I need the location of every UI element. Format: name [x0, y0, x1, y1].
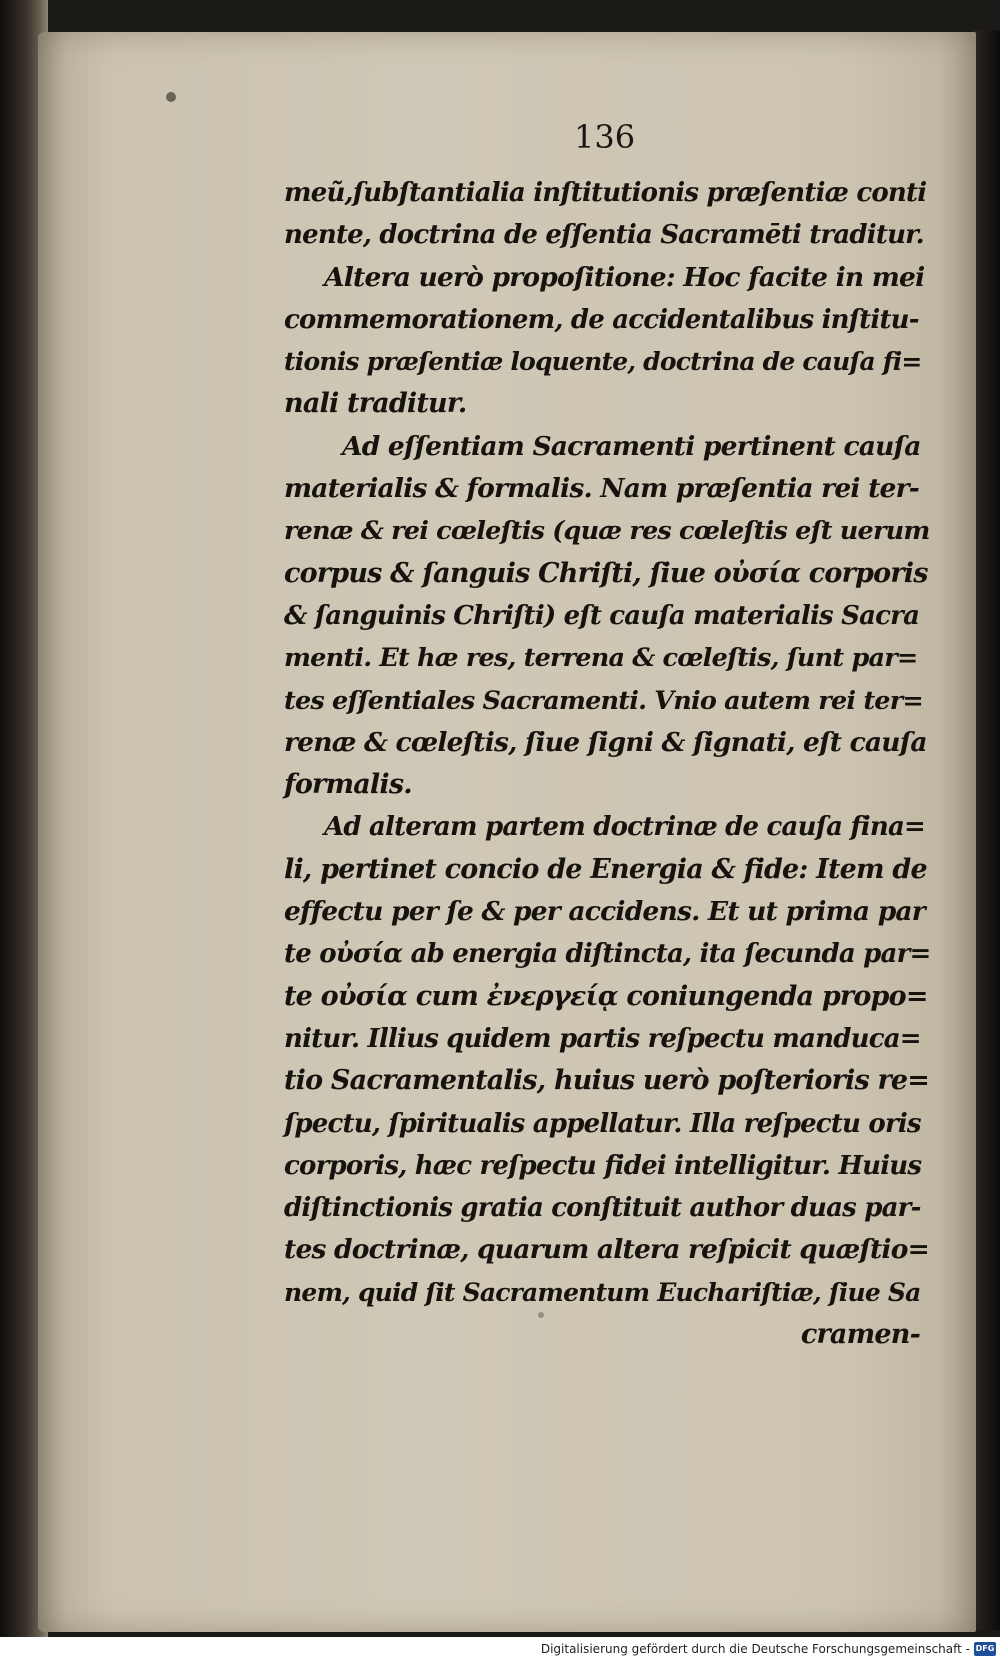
text-line: te οὐσία ab energia diſtincta, ita ſecunda par=	[284, 939, 931, 970]
text-line: meũ,ſubſtantialia inſtitutionis præſentiæ conti	[284, 178, 927, 208]
text-line: te οὐσία cum ἐνεργείᾳ coniungenda propo=	[284, 980, 928, 1012]
text-line: & ſanguinis Chriſti) eſt cauſa materialis Sacra	[284, 600, 920, 631]
text-line: nitur. Illius quidem partis reſpectu manduca=	[284, 1023, 921, 1054]
text-line: Ad eſſentiam Sacramenti pertinent cauſa	[342, 430, 921, 462]
text-line: corpus & ſanguis Chriſti, ſiue οὐσία corporis	[284, 557, 928, 589]
text-line: tes eſſentiales Sacramenti. Vnio autem rei ter=	[284, 685, 923, 716]
text-line: menti. Et hæ res, terrena & cœleſtis, ſunt par=	[284, 643, 918, 674]
text-line: renæ & rei cœleſtis (quæ res cœleſtis eſt uerum	[284, 516, 930, 547]
dfg-logo-icon: DFG	[974, 1642, 996, 1656]
text-line: diſtinctionis gratia conſtituit author duas par-	[284, 1193, 921, 1224]
text-line: commemorationem, de accidentalibus inſtitu-	[284, 304, 919, 335]
catchword: cramen-	[800, 1319, 920, 1351]
text-line: materialis & formalis. Nam præſentia rei ter-	[284, 473, 919, 505]
book-right-edge	[974, 30, 1000, 1630]
text-line: Altera uerò propoſitione: Hoc facite in mei	[324, 261, 925, 293]
digitization-credit: Digitalisierung gefördert durch die Deutsche Forschungsgemeinschaft -	[540, 1642, 970, 1656]
text-line: li, pertinet concio de Energia & fide: Item de	[284, 853, 927, 885]
text-line: Ad alteram partem doctrinæ de cauſa fina=	[324, 812, 925, 843]
text-line: nente, doctrina de eſſentia Sacramēti traditur.	[284, 220, 924, 251]
text-line: ſpectu, ſpiritualis appellatur. Illa reſpectu oris	[284, 1108, 921, 1139]
text-line: effectu per ſe & per accidens. Et ut prima par	[284, 896, 925, 928]
text-line: tes doctrinæ, quarum altera reſpicit quæſtio=	[284, 1234, 929, 1266]
text-line: renæ & cœleſtis, ſiue ſigni & ſignati, eſt cauſa	[284, 726, 927, 758]
body-text	[284, 172, 930, 1356]
text-line: nali traditur.	[284, 388, 467, 420]
page-stain	[166, 92, 176, 102]
text-line: formalis.	[284, 769, 412, 801]
text-line: corporis, hæc reſpectu fidei intelligitur. Huius	[284, 1150, 922, 1181]
text-line: tio Sacramentalis, huius uerò poſterioris re=	[284, 1065, 930, 1097]
footer-band	[0, 1637, 1000, 1659]
page-number: 136	[574, 118, 636, 156]
text-line: nem, quid ſit Sacramentum Euchariſtiæ, ſiue Sa	[284, 1277, 921, 1307]
text-line: tionis præſentiæ loquente, doctrina de cauſa fi=	[284, 347, 922, 377]
